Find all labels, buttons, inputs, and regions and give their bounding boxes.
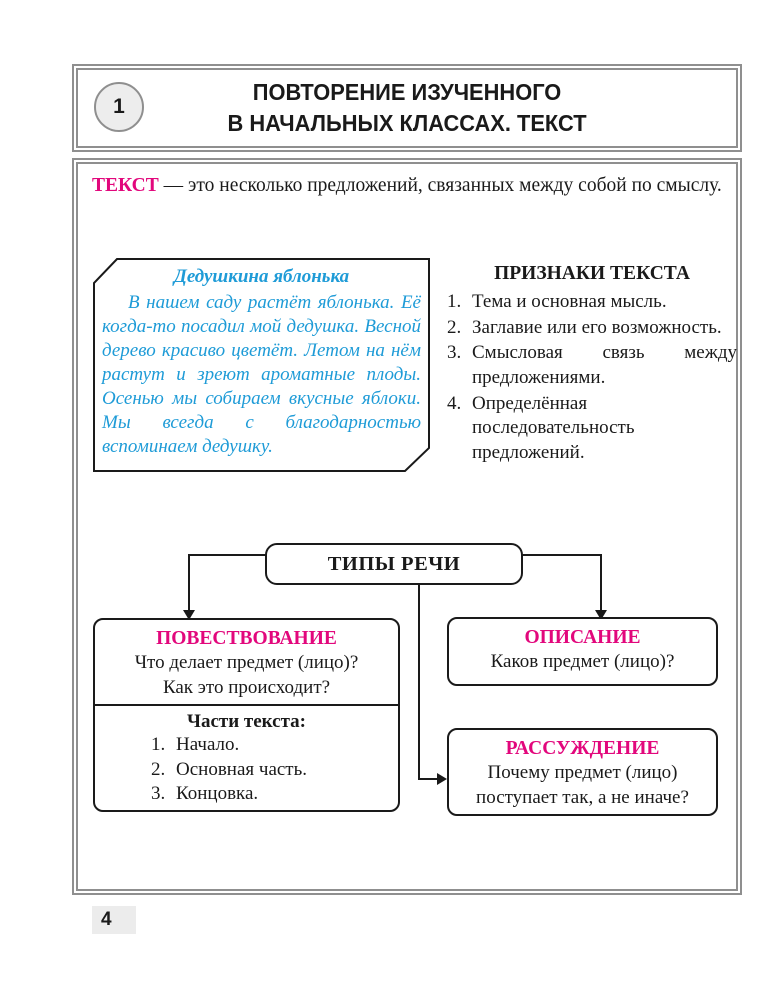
definition-body: — это несколько предложений, связанных между собой по смыслу. — [158, 175, 722, 196]
text-parts-section — [95, 704, 398, 807]
connector-center-vertical — [418, 585, 420, 780]
item-number: 4. — [447, 392, 462, 414]
diagram-node-reasoning — [447, 728, 718, 816]
connector-right-horizontal — [521, 554, 602, 556]
item-text: Начало. — [176, 734, 240, 755]
list-item — [151, 782, 398, 807]
features-heading: ПРИЗНАКИ ТЕКСТА — [494, 263, 690, 284]
chapter-number-badge — [94, 82, 144, 132]
item-text: Концовка. — [176, 783, 259, 805]
page-title-line1: ПОВТОРЕНИЕ ИЗУЧЕННОГО — [252, 78, 562, 105]
item-text: Заглавие или его возможность. — [472, 316, 722, 338]
item-number: 1. — [151, 734, 166, 755]
item-number: 2. — [447, 316, 462, 338]
narration-title: ПОВЕСТВОВАНИЕ — [156, 628, 337, 649]
diagram-node-description — [447, 617, 718, 686]
list-item — [447, 316, 737, 341]
item-number: 3. — [151, 783, 166, 805]
types-of-speech-label: ТИПЫ РЕЧИ — [327, 552, 461, 575]
page-title — [227, 77, 586, 139]
narration-question-1: Что делает предмет (лицо)? — [134, 652, 359, 674]
chapter-number: 1 — [113, 95, 125, 118]
narration-question-2: Как это происходит? — [162, 677, 331, 699]
diagram-node-narration — [93, 618, 400, 812]
list-item — [151, 733, 398, 758]
diagram-node-types-of-speech — [265, 543, 523, 585]
list-item — [447, 290, 737, 315]
list-item — [447, 341, 737, 390]
list-item — [447, 392, 737, 466]
item-number: 3. — [447, 342, 462, 364]
connector-left-vertical — [188, 554, 190, 610]
parts-heading: Части текста: — [187, 711, 306, 732]
page-title-line2: В НАЧАЛЬНЫХ КЛАССАХ. ТЕКСТ — [227, 110, 587, 136]
text-definition — [92, 173, 725, 199]
definition-term: ТЕКСТ — [92, 175, 159, 196]
item-text: Смысловая связь между предложениями. — [472, 342, 737, 389]
connector-right-vertical — [600, 554, 602, 610]
list-item — [151, 758, 398, 783]
page-number-value: 4 — [101, 909, 112, 930]
connector-elbow-horizontal — [418, 778, 438, 780]
parts-list — [95, 733, 398, 807]
item-number: 1. — [447, 291, 462, 312]
story-title: Дедушкина яблонька — [173, 266, 350, 287]
chapter-header — [72, 64, 742, 152]
description-question: Каков предмет (лицо)? — [490, 651, 675, 673]
connector-left-horizontal — [188, 554, 267, 556]
item-text: Основная часть. — [176, 758, 308, 780]
arrow-right-icon — [437, 773, 447, 785]
item-text: Определённая последовательность предложений. — [472, 392, 635, 464]
example-story-box — [93, 258, 430, 472]
reasoning-question: Почему предмет (лицо) поступает так, а не иначе? — [476, 762, 689, 809]
page-number — [92, 906, 136, 934]
narration-section — [95, 620, 398, 704]
item-number: 2. — [151, 758, 166, 780]
item-text: Тема и основная мысль. — [472, 291, 667, 312]
reasoning-title: РАССУЖДЕНИЕ — [505, 738, 660, 759]
description-title: ОПИСАНИЕ — [524, 627, 641, 648]
story-body: В нашем саду растёт яблонька. Её когда-то посадил мой дедушка. Весной дерево красиво цветёт. Летом на нём растут и зреют ароматные плоды. Осенью мы собираем вкусные яблоки. Мы всегда с благодарностью вспоминаем дедушку. — [102, 291, 421, 457]
text-features-list — [447, 263, 737, 467]
story-text-block — [102, 265, 421, 466]
content-area — [72, 158, 742, 895]
